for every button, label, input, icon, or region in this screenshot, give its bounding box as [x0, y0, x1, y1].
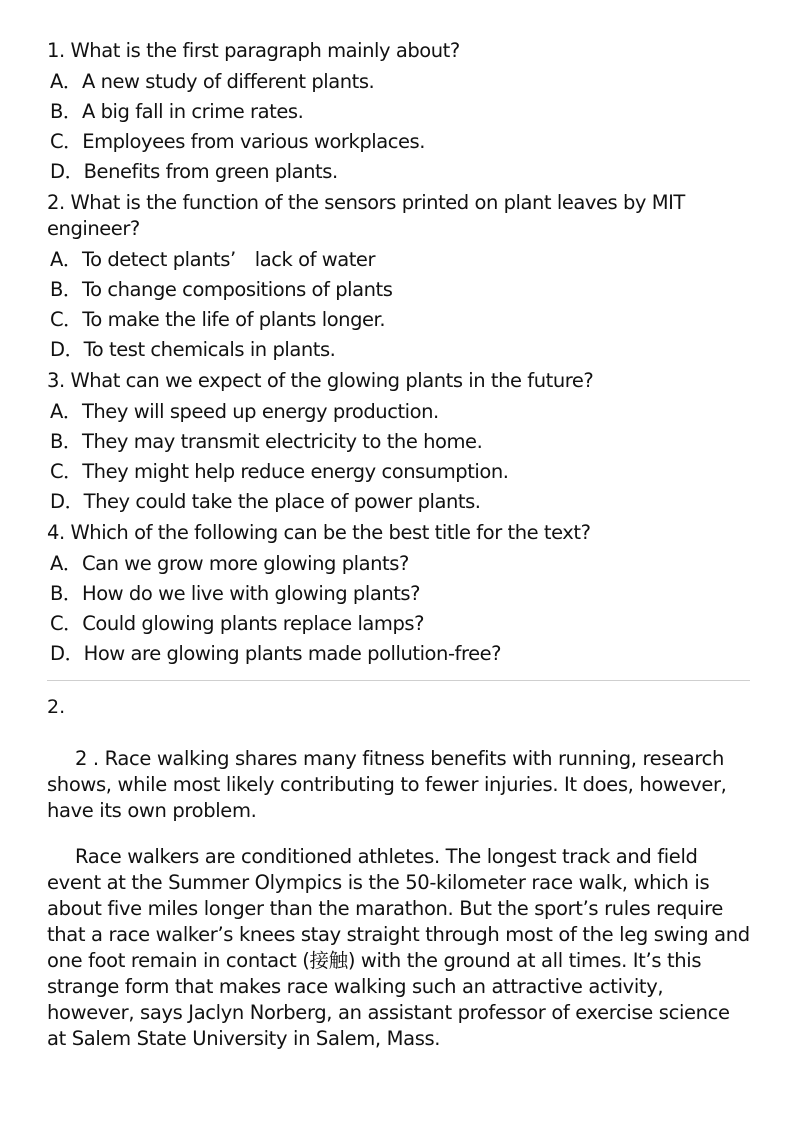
option-b: B．To change compositions of plants [50, 278, 393, 301]
question-stem: 4. Which of the following can be the best title for the text? [47, 521, 591, 544]
question-1 [47, 38, 752, 187]
question-stem: 3. What can we expect of the glowing plants in the future? [47, 369, 594, 392]
question-4 [47, 520, 752, 669]
document-page [47, 38, 752, 1052]
option-a: A．They will speed up energy production. [50, 400, 439, 423]
question-stem: 1. What is the first paragraph mainly about? [47, 39, 460, 62]
question-stem: 2. What is the function of the sensors printed on plant leaves by MIT engineer? [47, 191, 685, 240]
question-list [47, 38, 752, 669]
option-a: A．To detect plants’ lack of water [50, 248, 376, 271]
option-d: D．Benefits from green plants. [50, 160, 338, 183]
passage-paragraph-1: 2 . Race walking shares many fitness benefits with running, research shows, while most likely contributing to fewer injuries. It does, however, have its own problem. [47, 747, 727, 822]
option-d: D．To test chemicals in plants. [50, 338, 336, 361]
option-a: A．A new study of different plants. [50, 70, 375, 93]
option-c: C．Could glowing plants replace lamps? [50, 612, 424, 635]
option-b: B．How do we live with glowing plants? [50, 582, 421, 605]
question-2 [47, 190, 752, 365]
question-3 [47, 368, 752, 517]
option-c: C．They might help reduce energy consumption. [50, 460, 509, 483]
option-a: A．Can we grow more glowing plants? [50, 552, 409, 575]
reading-passage [47, 746, 752, 1052]
option-b: B．A big fall in crime rates. [50, 100, 304, 123]
option-c: C．Employees from various workplaces. [50, 130, 426, 153]
passage-paragraph-2: Race walkers are conditioned athletes. The longest track and field event at the Summer Olympics is the 50-kilometer race walk, which is about five miles longer than the marathon. But the sport’s rules require that a race walker’s knees stay straight through most of the leg swing and one foot remain in contact (接触) with the ground at all times. It’s this strange form that makes race walking such an attractive activity, however, says Jaclyn Norberg, an assistant professor of exercise science at Salem State University in Salem, Mass. [47, 845, 750, 1050]
option-b: B．They may transmit electricity to the home. [50, 430, 483, 453]
option-c: C．To make the life of plants longer. [50, 308, 386, 331]
option-d: D．They could take the place of power plants. [50, 490, 481, 513]
section-divider [47, 680, 750, 681]
section-number: 2. [47, 696, 66, 718]
option-d: D．How are glowing plants made pollution-free? [50, 642, 502, 665]
